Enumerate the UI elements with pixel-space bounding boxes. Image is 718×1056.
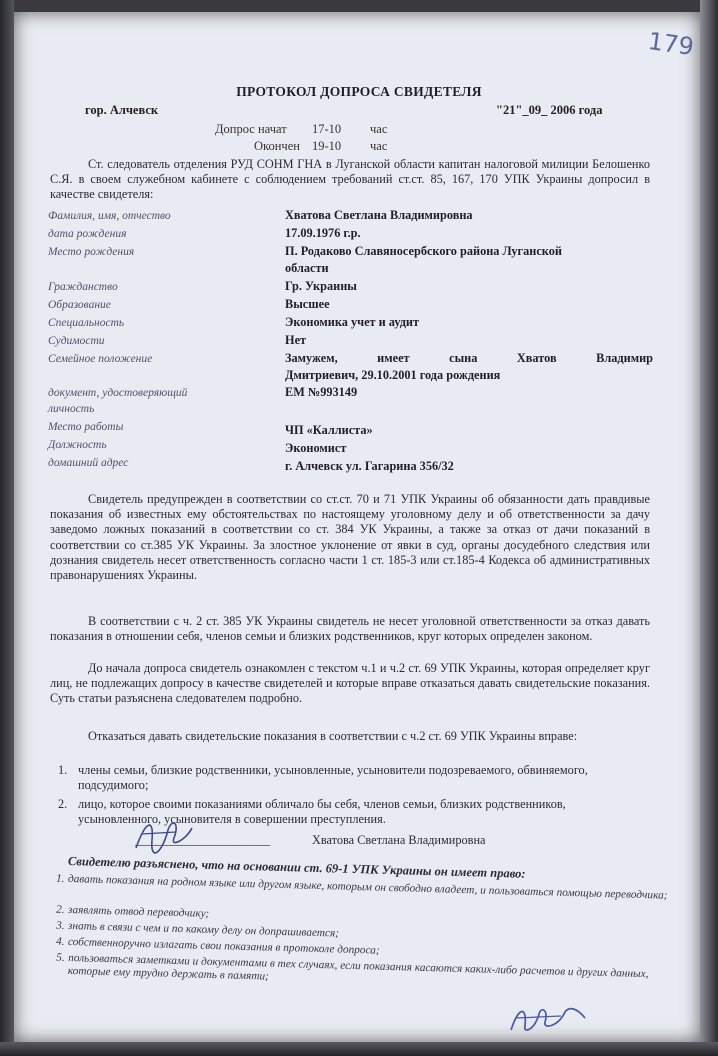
field-label-id-document: документ, удостоверяющий (48, 387, 188, 399)
footer-signature (505, 1000, 595, 1040)
field-label-specialty: Специальность (48, 317, 125, 329)
field-label-citizenship: Гражданство (48, 281, 118, 293)
list-number: 2. (58, 797, 68, 811)
field-value-address: г. Алчевск ул. Гагарина 356/32 (285, 459, 454, 473)
list-number: 2. (55, 903, 65, 916)
witness-signature (128, 810, 198, 860)
field-value-marital-status: Замужем, имеет сына Хватов Владимир (285, 351, 653, 365)
rights-item-5: 5. пользоваться заметками и документами в тех случаях, если показания касаются каких-либо расчетов и других данных, которые ему трудно держать в памяти; (56, 951, 649, 984)
field-label-address: домашний адрес (48, 457, 129, 469)
background-right-edge (700, 0, 718, 1056)
field-value-citizenship: Гр. Украины (285, 279, 357, 293)
time-end-value: 19-10 (312, 139, 342, 153)
city: гор. Алчевск (85, 103, 159, 117)
field-label-birthplace: Место рождения (48, 246, 135, 258)
field-value-id-document: ЕМ №993149 (285, 385, 358, 399)
document-title: ПРОТОКОЛ ДОПРОСА СВИДЕТЕЛЯ (236, 84, 482, 99)
no-liability-paragraph: В соответствии с ч. 2 ст. 385 УК Украины свидетель не несет уголовной ответственности за отказ давать показания в отношении себя, членов семьи и близких родственников, круг которых определен законом. (50, 614, 650, 644)
field-value-education: Высшее (285, 297, 330, 311)
field-value-birthplace-cont: области (285, 261, 329, 275)
field-value-specialty: Экономика учет и аудит (285, 315, 420, 329)
field-label-convictions: Судимости (48, 335, 105, 347)
rights-item-4: 4. собственноручно излагать свои показания в протоколе допроса; (55, 935, 380, 957)
field-value-workplace: ЧП «Каллиста» (285, 423, 373, 437)
time-end-unit: час (370, 139, 388, 153)
acquainted-paragraph: До начала допроса свидетель ознакомлен с текстом ч.1 и ч.2 ст. 69 УПК Украины, которая определяет круг лиц, не подлежащих допросу в качестве свидетелей и которые вправе отказаться давать свидетельские показания. Суть статьи разъяснена следователем подробно. (50, 661, 650, 706)
date: "21"_09_ 2006 года (496, 103, 603, 117)
time-start-label: Допрос начат (215, 122, 287, 136)
refusal-list-item-2: 2. лицо, которое своими показаниями обличало бы себя, членов семьи, близких родственников, усыновленного, усыновителя в совершении преступления. (58, 797, 566, 827)
rights-item-3: 3. знать в связи с чем и по какому делу он допрашивается; (55, 919, 340, 940)
field-value-birthplace: П. Родаково Славяносербского района Луганской (285, 244, 562, 258)
list-number: 1. (58, 763, 68, 777)
field-value-position: Экономист (285, 441, 347, 455)
signature-name: Хватова Светлана Владимировна (312, 833, 486, 847)
field-value-birthdate: 17.09.1976 г.р. (285, 226, 361, 240)
time-start-value: 17-10 (312, 122, 342, 136)
rights-title: Свидетелю разъяснено, что на основании ст. 69-1 УПК Украины он имеет право: (67, 854, 526, 881)
field-label-education: Образование (48, 299, 111, 311)
field-label-marital-status: Семейное положение (48, 353, 153, 365)
time-start-unit: час (370, 122, 388, 136)
field-label-position: Должность (48, 439, 107, 451)
signature-line: ______________________ (135, 833, 271, 847)
field-label-workplace: Место работы (48, 421, 124, 433)
refusal-list-item-1: 1. члены семьи, близкие родственники, усыновленные, усыновители подозреваемого, обвиняемого, подсудимого; (58, 763, 588, 793)
background-left-edge (0, 0, 14, 1056)
field-value-name: Хватова Светлана Владимировна (285, 208, 473, 222)
field-value-marital-status-cont: Дмитриевич, 29.10.2001 года рождения (285, 368, 501, 382)
list-number: 4. (55, 935, 65, 948)
field-label-birthdate: дата рождения (48, 228, 127, 240)
warning-paragraph: Свидетель предупрежден в соответствии со ст.ст. 70 и 71 УПК Украины об обязанности дать правдивые показания об известных ему обстоятельствах по настоящему уголовному делу и об ответственности за дачу заведомо ложных показаний в соответствии со ст. 384 УК Украины, а также за отказ от дачи показаний в соответствии со ст.385 УК Украины. За злостное уклонение от явки в суд, органы досудебного следствия или дознания свидетель несет ответственность согласно части 1 ст. 185-3 или ст.185-4 Кодекса об административных правонарушениях Украины. (50, 492, 650, 583)
field-value-convictions: Нет (285, 333, 307, 347)
rights-item-2: 2. заявлять отвод переводчику; (55, 903, 210, 920)
field-label-name: Фамилия, имя, отчество (48, 210, 171, 222)
refusal-paragraph: Отказаться давать свидетельские показания в соответствии с ч.2 ст. 69 УПК Украины вправе: (88, 729, 578, 743)
background-bottom-edge (0, 1042, 718, 1056)
field-label-id-document-cont: личность (48, 403, 95, 415)
list-number: 1. (55, 872, 65, 885)
list-number: 3. (55, 919, 65, 932)
intro-paragraph: Ст. следователь отделения РУД СОНМ ГНА в Луганской области капитан налоговой милиции Белошенко С.Я. в своем служебном кабинете с соблюдением требований ст.ст. 85, 167, 170 УПК Украины допросил в качестве свидетеля: (50, 157, 650, 202)
handwritten-page-number: 179 (646, 26, 696, 62)
rights-item-1: 1. давать показания на родном языке или другом языке, которым он свободно владеет, и пользоваться помощью переводчика; (55, 872, 668, 902)
list-number: 5. (56, 951, 65, 964)
time-end-label: Окончен (254, 139, 300, 153)
